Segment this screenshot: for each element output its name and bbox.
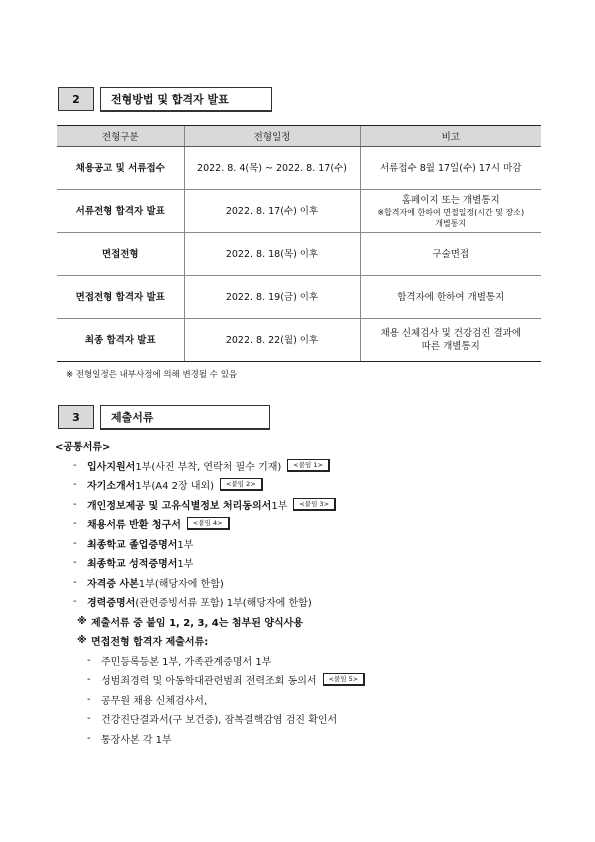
doc-name: 개인정보제공 및 고유식별정보 처리동의서	[87, 500, 272, 512]
stage-cell: 면접전형 합격자 발표	[57, 276, 184, 319]
doc-name: 주민등록등본 1부, 가족관계증명서 1부	[101, 656, 272, 668]
doc-detail: 1부	[177, 539, 194, 551]
attachment-tag: <붙임 4>	[187, 517, 230, 530]
notice-interview-docs	[55, 631, 555, 651]
notice-text: 면접전형 합격자 제출서류:	[91, 637, 209, 649]
table-row	[57, 276, 541, 319]
list-item: - 성범죄경력 및 아동학대관련범죄 전력조회 동의서 <붙임 5>	[55, 670, 555, 690]
col-header-date: 전형일정	[184, 126, 360, 147]
list-item: - 공무원 채용 신체검사서,	[87, 693, 208, 707]
doc-detail: 1부	[177, 559, 194, 571]
attachment-tag: <붙임 3>	[293, 498, 336, 511]
doc-name: 자격증 사본	[87, 578, 139, 590]
doc-name: 성범죄경력 및 아동학대관련범죄 전력조회 동의서	[101, 676, 317, 688]
doc-detail: 1부(사진 부착, 연락처 필수 기재)	[135, 461, 282, 473]
doc-name: 공무원 채용 신체검사서,	[101, 695, 208, 707]
table-row	[57, 147, 541, 190]
notice-attachments	[55, 612, 555, 632]
schedule-table	[57, 125, 541, 362]
reference-mark-icon: ※	[77, 615, 87, 627]
list-item: - 입사지원서 1부(사진 부착, 연락처 필수 기재) <붙임 1>	[55, 456, 555, 476]
table-row	[57, 190, 541, 233]
doc-name: 입사지원서	[87, 461, 136, 473]
date-cell: 2022. 8. 17(수) 이후	[184, 190, 360, 233]
list-item: - 자기소개서 1부(A4 2장 내외) <붙임 2>	[55, 475, 555, 495]
note-text: 채용 신체검사 및 건강검진 결과에	[380, 328, 522, 339]
stage-cell: 최종 합격자 발표	[57, 319, 184, 362]
doc-name: 통장사본 각 1부	[101, 734, 172, 746]
list-item: - 자격증 사본 1부(해당자에 한함)	[73, 576, 224, 590]
doc-detail: 1부(해당자에 한함)	[138, 578, 224, 590]
attachment-tag: <붙임 5>	[323, 673, 366, 686]
list-item: - 경력증명서 (관련증빙서류 포함) 1부(해당자에 한함)	[73, 596, 312, 610]
list-item: - 최종학교 졸업증명서 1부	[73, 537, 194, 551]
doc-detail: 1부(A4 2장 내외)	[135, 481, 215, 493]
note-subtext: 개별통지	[435, 218, 467, 228]
section-3-header	[58, 405, 270, 429]
common-docs-heading: <공통서류>	[55, 442, 111, 454]
doc-name: 최종학교 성적증명서	[87, 559, 178, 571]
section-3-title: 제출서류	[100, 405, 270, 430]
list-item: - 주민등록등본 1부, 가족관계증명서 1부	[87, 654, 272, 668]
notice-text: 제출서류 중 붙임 1, 2, 3, 4는 첨부된 양식사용	[91, 617, 303, 629]
doc-detail: (관련증빙서류 포함) 1부(해당자에 한함)	[135, 598, 312, 610]
stage-cell: 서류전형 합격자 발표	[57, 190, 184, 233]
stage-cell: 채용공고 및 서류접수	[57, 147, 184, 190]
section-2-header	[58, 87, 272, 111]
date-cell: 2022. 8. 22(월) 이후	[184, 319, 360, 362]
note-subtext: ※합격자에 한하여 면접일정(시간 및 장소)	[377, 207, 525, 217]
attachment-tag: <붙임 2>	[220, 478, 263, 491]
date-cell: 2022. 8. 19(금) 이후	[184, 276, 360, 319]
table-header-row	[57, 126, 541, 147]
doc-name: 채용서류 반환 청구서	[87, 520, 181, 532]
note-cell: 구술면접	[360, 233, 541, 276]
col-header-note: 비고	[360, 126, 541, 147]
note-text: 따른 개별통지	[421, 341, 480, 352]
list-item: - 최종학교 성적증명서 1부	[73, 557, 194, 571]
note-cell	[360, 319, 541, 362]
table-row	[57, 233, 541, 276]
reference-mark-icon: ※	[77, 635, 87, 647]
doc-name: 건강진단결과서(구 보건증), 잠복결핵감염 검진 확인서	[101, 715, 338, 727]
table-row	[57, 319, 541, 362]
doc-detail: 1부	[271, 500, 288, 512]
attachment-tag: <붙임 1>	[287, 459, 330, 472]
note-cell	[360, 190, 541, 233]
col-header-stage: 전형구분	[57, 126, 184, 147]
note-text: 홈페이지 또는 개별통지	[401, 194, 500, 206]
note-cell	[360, 147, 541, 190]
section-2-number: 2	[58, 87, 94, 111]
section-3-number: 3	[58, 405, 94, 429]
list-item: - 개인정보제공 및 고유식별정보 처리동의서 1부 <붙임 3>	[55, 495, 555, 515]
stage-cell: 면접전형	[57, 233, 184, 276]
doc-name: 자기소개서	[87, 481, 136, 493]
doc-name: 경력증명서	[87, 598, 136, 610]
list-item: - 건강진단결과서(구 보건증), 잠복결핵감염 검진 확인서	[87, 713, 338, 727]
note-text: 서류접수 8월 17일(수) 17시 마감	[380, 162, 522, 174]
date-cell: 2022. 8. 18(목) 이후	[184, 233, 360, 276]
date-cell: 2022. 8. 4(목) ~ 2022. 8. 17(수)	[184, 147, 360, 190]
schedule-note: ※ 전형일정은 내부사정에 의해 변경될 수 있음	[66, 370, 238, 380]
documents-list	[55, 436, 555, 748]
list-item: - 통장사본 각 1부	[87, 732, 172, 746]
note-cell: 합격자에 한하여 개별통지	[360, 276, 541, 319]
section-2-title: 전형방법 및 합격자 발표	[100, 87, 272, 112]
doc-name: 최종학교 졸업증명서	[87, 539, 178, 551]
list-item: - 채용서류 반환 청구서 <붙임 4>	[55, 514, 555, 534]
